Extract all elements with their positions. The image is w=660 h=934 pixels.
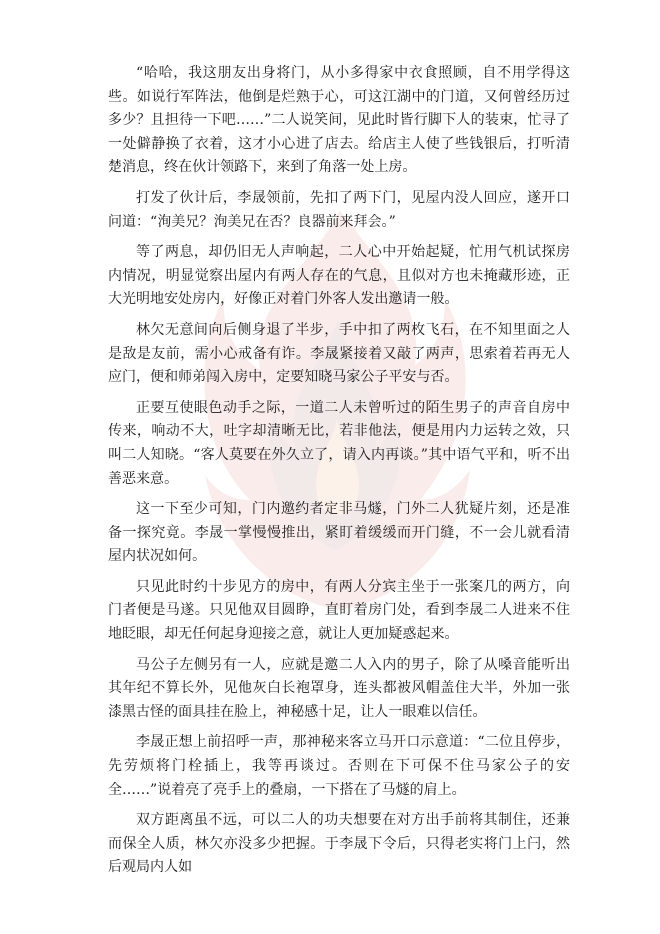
paragraph: 马公子左侧另有一人，应就是邀二人入内的男子，除了从嗓音能听出其年纪不算长外，见他灰白长袍罩身，连头都被风帽盖住大半，外加一张漆黑古怪的面具挂在脸上，神秘感十足，让人一眼难以信任。 — [108, 656, 570, 720]
paragraph: 林欠无意间向后侧身退了半步，手中扣了两枚飞石，在不知里面之人是敌是友前，需小心戒备有诈。李晟紧接着又敲了两声，思索着若再无人应门，便和师弟闯入房中，定要知晓马家公子平安与否。 — [108, 321, 570, 386]
paragraph: 等了两息，却仍旧无人声响起，二人心中开始起疑，忙用气机试探房内情况，明显觉察出屋内有两人存在的气息，且似对方也未掩藏形迹，正大光明地安处房内，好像正对着门外客人发出邀请一般。 — [108, 244, 570, 308]
body-text — [108, 62, 570, 887]
paragraph: 正要互使眼色动手之际，一道二人未曾听过的陌生男子的声音自房中传来，响动不大，吐字却清晰无比，若非他法，便是用内力运转之效，只叫二人知晓。“客人莫要在外久立了，请入内再谈。”其中语气平和，听不出善恶来意。 — [108, 399, 570, 487]
paragraph: “哈哈，我这朋友出身将门，从小多得家中衣食照顾，自不用学得这些。如说行军阵法，他倒是烂熟于心，可这江湖中的门道，又何曾经历过多少？且担待一下吧……”二人说笑间，见此时皆行脚下人的装束，忙寻了一处僻静换了衣着，这才小心进了店去。给店主人使了些钱银后，打听清楚消息，终在伙计领路下，来到了角落一处上房。 — [108, 65, 570, 176]
paragraph: 只见此时约十步见方的房中，有两人分宾主坐于一张案几的两方，向门者便是马遂。只见他双目圆睁，直盯着房门处，看到李晟二人进来不住地眨眼，却无任何起身迎接之意，就让人更加疑惑起来。 — [108, 578, 570, 643]
paragraph: 双方距离虽不远，可以二人的功夫想要在对方出手前将其制住，还兼而保全人质，林欠亦没多少把握。于李晟下令后，只得老实将门上闩，然后观局内人如 — [108, 812, 570, 876]
paragraph: 打发了伙计后，李晟领前，先扣了两下门，见屋内没人回应，遂开口问道：“洵美兄？洵美兄在否？良器前来拜会。” — [108, 189, 570, 230]
paragraph: 这一下至少可知，门内邀约者定非马燧，门外二人犹疑片刻，还是准备一探究竟。李晟一掌慢慢推出，紧盯着缓缓而开门缝，不一会儿就看清屋内状况如何。 — [108, 501, 570, 565]
paragraph: 李晟正想上前招呼一声，那神秘来客立马开口示意道：“二位且停步，先劳烦将门栓插上，我等再谈过。否则在下可保不住马家公子的安全……”说着亮了亮手上的叠扇，一下搭在了马燧的肩上。 — [108, 734, 570, 798]
